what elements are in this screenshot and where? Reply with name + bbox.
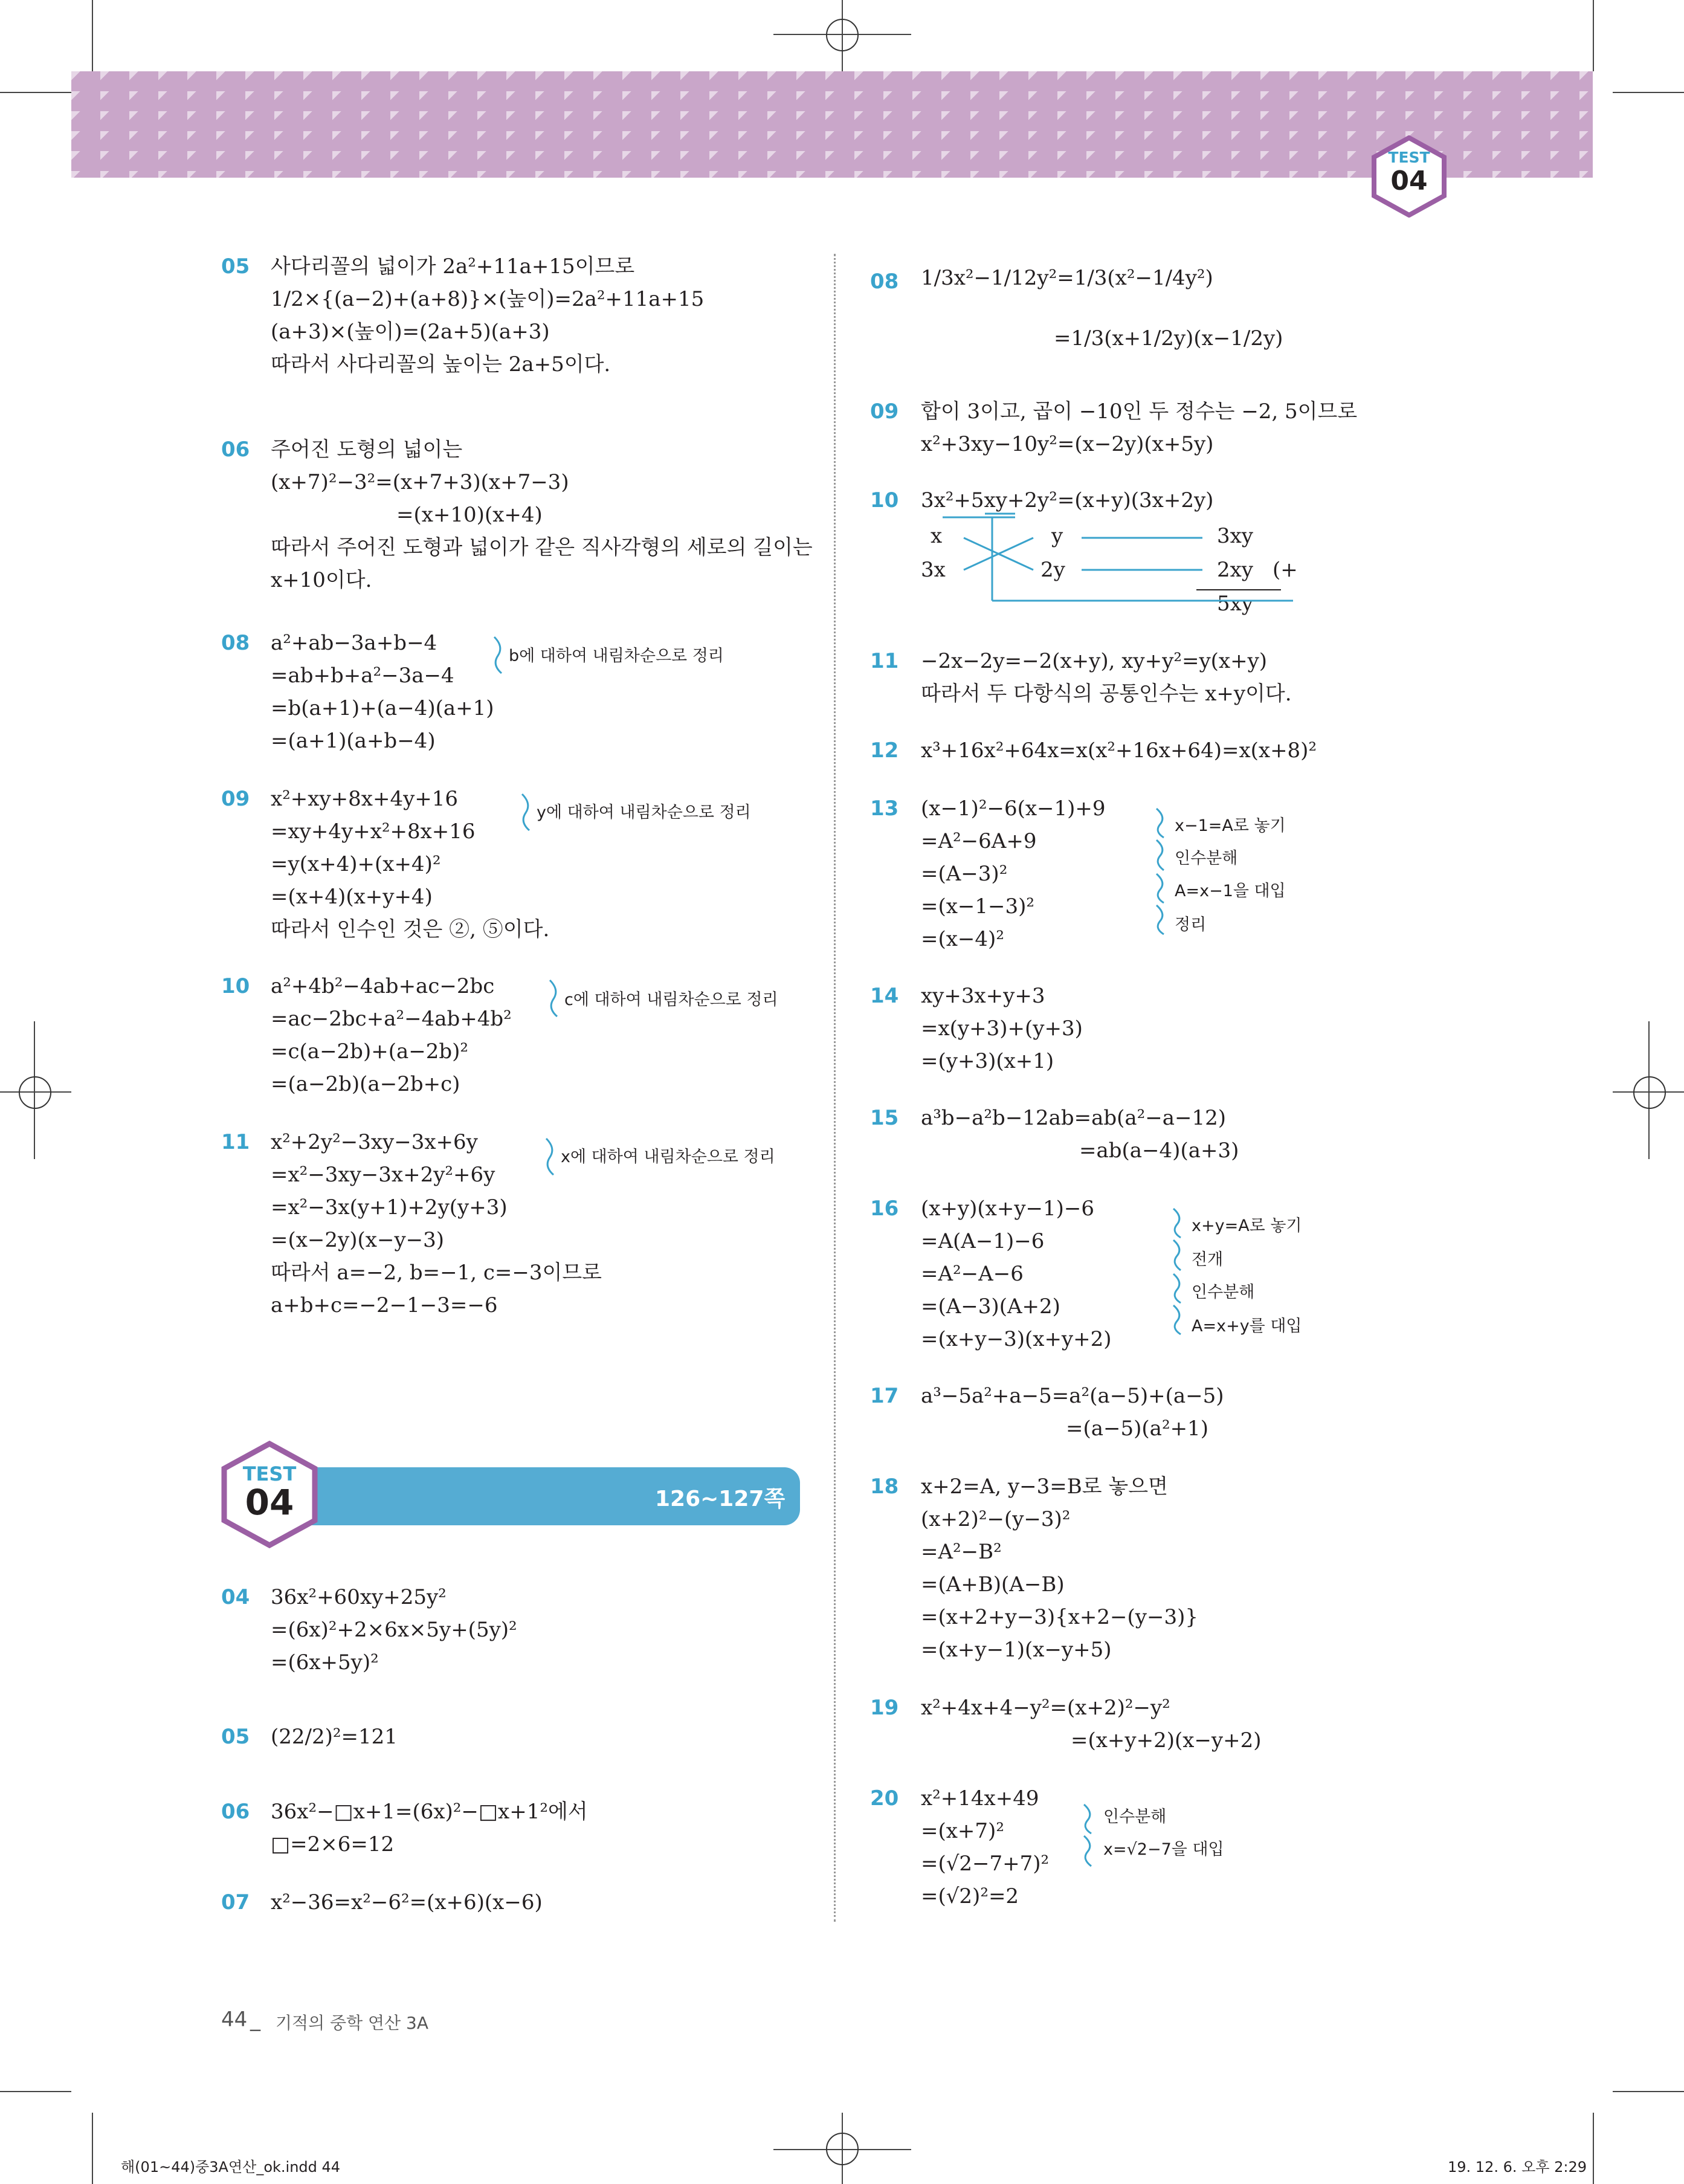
solution-line: a³b−a²b−12ab=ab(a²−a−12) [921, 1106, 1227, 1130]
header-banner [71, 71, 1593, 178]
solution-line: (x−1)²−6(x−1)+9 [921, 796, 1106, 821]
solution-line: =(x−4)² [921, 927, 1004, 951]
problem-number: 06 [221, 1800, 250, 1824]
solution-line: (a+3)×(높이)=(2a+5)(a+3) [271, 320, 550, 344]
annotation-brace-icon [1082, 1802, 1097, 1870]
annotation: 정리 [1175, 916, 1207, 934]
cross-method-diagram [906, 508, 1293, 610]
problem-number: 18 [870, 1475, 899, 1499]
solution-line: =A²−A−6 [921, 1262, 1024, 1286]
solution-line: =(6x+5y)² [271, 1650, 379, 1675]
problem-number: 05 [221, 1725, 250, 1749]
problem-number: 09 [870, 399, 899, 424]
solution-line: =x²−3x(y+1)+2y(y+3) [271, 1195, 508, 1220]
page-number: 44 [221, 2008, 248, 2032]
book-title: 기적의 중학 연산 3A [276, 2013, 429, 2033]
problem-number: 20 [870, 1786, 899, 1811]
solution-line: 합이 3이고, 곱이 −10인 두 정수는 −2, 5이므로 [921, 399, 1358, 424]
solution-05 [271, 250, 704, 381]
test-badge-section [221, 1441, 318, 1548]
annotation: 인수분해 [1175, 849, 1238, 868]
registration-mark-icon [1631, 1074, 1668, 1111]
solution-line: =ac−2bc+a²−4ab+4b² [271, 1007, 512, 1031]
annotation: b에 대하여 내림차순으로 정리 [509, 647, 724, 665]
annotation: x=√2−7을 대입 [1103, 1840, 1224, 1859]
annotation: 인수분해 [1103, 1808, 1167, 1826]
registration-mark-icon [17, 1074, 53, 1111]
problem-number: 16 [870, 1197, 899, 1221]
cross-method-term: 2xy [1217, 558, 1254, 582]
solution-r12: x³+16x²+64x=x(x²+16x+64)=x(x+8)² [921, 738, 1317, 763]
solution-line: x²+4x+4−y²=(x+2)²−y² [921, 1696, 1170, 1720]
badge-test-label: TEST [1388, 149, 1430, 166]
solution-line: 36x²+60xy+25y² [271, 1585, 447, 1609]
annotation-brace-icon [492, 635, 508, 677]
annotation: x에 대하여 내림차순으로 정리 [561, 1148, 775, 1166]
solution-line: 따라서 a=−2, b=−1, c=−3이므로 [271, 1261, 602, 1285]
solution-q07: x²−36=x²−6²=(x+6)(x−6) [271, 1890, 543, 1914]
problem-number: 15 [870, 1106, 899, 1130]
file-info: 해(01~44)중3A연산_ok.indd 44 [121, 2159, 341, 2176]
page-number-separator: _ [250, 2008, 260, 2032]
badge-test-number: 04 [245, 1482, 294, 1523]
crop-mark-line [92, 0, 93, 71]
annotation-brace-icon [1154, 806, 1170, 942]
solution-line: =x²−3xy−3x+2y²+6y [271, 1163, 495, 1187]
solution-r17 [921, 1380, 1224, 1445]
solution-line: □=2×6=12 [271, 1832, 395, 1856]
registration-mark-icon [824, 17, 860, 53]
annotation: x+y=A로 놓기 [1192, 1216, 1302, 1235]
crop-mark-line [1593, 2113, 1594, 2184]
annotation: A=x−1을 대입 [1175, 882, 1286, 900]
crop-mark-line [1613, 2091, 1684, 2092]
solution-r16 [921, 1192, 1112, 1355]
solution-line: =(A−3)² [921, 862, 1008, 886]
solution-line: =b(a+1)+(a−4)(a+1) [271, 696, 494, 720]
solution-line: x²+3xy−10y²=(x−2y)(x+5y) [921, 432, 1214, 456]
solution-r09 [921, 395, 1357, 460]
problem-number: 07 [221, 1890, 250, 1914]
problem-number: 13 [870, 796, 899, 821]
annotation: c에 대하여 내림차순으로 정리 [564, 990, 778, 1009]
solution-line: (x+7)²−3²=(x+7+3)(x+7−3) [271, 470, 569, 494]
solution-line: xy+3x+y+3 [921, 984, 1045, 1008]
solution-line: =(a+1)(a+b−4) [271, 729, 436, 753]
annotation: 인수분해 [1192, 1283, 1255, 1302]
problem-number: 14 [870, 984, 899, 1008]
solution-line: −2x−2y=−2(x+y), xy+y²=y(x+y) [921, 649, 1268, 673]
solution-line: =(A+B)(A−B) [921, 1572, 1065, 1597]
solution-line: (x+2)²−(y−3)² [921, 1507, 1071, 1531]
solution-line: =(y+3)(x+1) [921, 1049, 1054, 1073]
solution-r15 [921, 1102, 1239, 1167]
problem-number: 08 [221, 631, 250, 655]
cross-method-term: 2y [1040, 558, 1065, 582]
annotation: y에 대하여 내림차순으로 정리 [537, 803, 751, 822]
solution-r20 [921, 1782, 1049, 1913]
solution-line: 따라서 인수인 것은 ②, ⑤이다. [271, 917, 550, 942]
solution-line: =A(A−1)−6 [921, 1229, 1045, 1253]
solution-06 [271, 433, 813, 596]
solution-line: a³−5a²+a−5=a²(a−5)+(a−5) [921, 1384, 1224, 1408]
problem-number: 04 [221, 1585, 250, 1609]
solution-line: =(√2)²=2 [921, 1884, 1019, 1908]
cross-method-term: 3xy [1217, 524, 1254, 548]
solution-line: a²+ab−3a+b−4 [271, 631, 437, 655]
solution-line: =(x+y+2)(x−y+2) [1071, 1728, 1262, 1753]
annotation: x−1=A로 놓기 [1175, 816, 1286, 835]
badge-test-label: TEST [242, 1462, 297, 1485]
solution-line: =(x+10)(x+4) [396, 503, 543, 527]
date-info: 19. 12. 6. 오후 2:29 [1448, 2159, 1587, 2176]
solution-line: (x+y)(x+y−1)−6 [921, 1197, 1095, 1221]
solution-line: 따라서 주어진 도형과 넓이가 같은 직사각형의 세로의 길이는 [271, 535, 813, 560]
solution-line: x²+2y²−3xy−3x+6y [271, 1130, 478, 1154]
solution-line: 따라서 사다리꼴의 높이는 2a+5이다. [271, 352, 611, 376]
solution-line: =(a−5)(a²+1) [1066, 1417, 1208, 1441]
solution-line: =(x+y−3)(x+y+2) [921, 1327, 1112, 1351]
solution-line: 1/2×{(a−2)+(a+8)}×(높이)=2a²+11a+15 [271, 287, 705, 311]
registration-mark-icon [824, 2131, 860, 2167]
solution-r13 [921, 792, 1106, 955]
crop-mark-line [1593, 0, 1594, 71]
solution-line: x²+14x+49 [921, 1786, 1039, 1811]
cross-method-term: x [931, 524, 943, 548]
problem-number: 17 [870, 1384, 899, 1408]
badge-test-number: 04 [1390, 166, 1428, 196]
cross-method-term: y [1051, 524, 1063, 548]
problem-number: 06 [221, 438, 250, 462]
page-range-label: 126~127쪽 [655, 1487, 786, 1511]
solution-q06 [271, 1795, 588, 1861]
problem-number: 11 [870, 649, 899, 673]
annotation: A=x+y를 대입 [1192, 1317, 1302, 1336]
annotation: 전개 [1192, 1250, 1224, 1269]
annotation-brace-icon [547, 978, 563, 1020]
solution-line: =(x−1−3)² [921, 894, 1035, 919]
problem-number: 10 [870, 488, 899, 512]
solution-line: 주어진 도형의 넓이는 [271, 438, 463, 462]
solution-line: =x(y+3)+(y+3) [921, 1016, 1083, 1041]
solution-r18 [921, 1470, 1198, 1666]
problem-number: 11 [221, 1130, 250, 1154]
solution-line: =(x−2y)(x−y−3) [271, 1228, 445, 1252]
solution-line: =(x+2+y−3){x+2−(y−3)} [921, 1605, 1199, 1629]
solution-line: =ab(a−4)(a+3) [1079, 1139, 1239, 1163]
solution-line: x²+xy+8x+4y+16 [271, 787, 459, 811]
solution-q04 [271, 1581, 517, 1679]
solution-line: 1/3x²−1/12y²=1/3(x²−1/4y²) [921, 266, 1213, 290]
solution-line: =(6x)²+2×6x×5y+(5y)² [271, 1618, 517, 1642]
solution-line: 사다리꼴의 넓이가 2a²+11a+15이므로 [271, 254, 635, 279]
crop-mark-line [92, 2113, 93, 2184]
crop-mark-line [1613, 92, 1684, 93]
solution-08 [271, 627, 494, 757]
test-badge-header [1372, 135, 1447, 218]
annotation-brace-icon [1171, 1206, 1187, 1342]
solution-line: a+b+c=−2−1−3=−6 [271, 1293, 498, 1317]
solution-line: =c(a−2b)+(a−2b)² [271, 1039, 469, 1064]
problem-number: 09 [221, 787, 250, 811]
cross-method-term: 3x [921, 558, 946, 582]
solution-line: =A²−6A+9 [921, 829, 1037, 853]
solution-line: x+2=A, y−3=B로 놓으면 [921, 1475, 1168, 1499]
solution-line: =(x+y−1)(x−y+5) [921, 1638, 1112, 1662]
problem-number: 10 [221, 974, 250, 998]
solution-line: 36x²−□x+1=(6x)²−□x+1²에서 [271, 1800, 588, 1824]
solution-line: =A²−B² [921, 1540, 1002, 1564]
solution-line: 따라서 두 다항식의 공통인수는 x+y이다. [921, 682, 1292, 706]
solution-line: =(x+4)(x+y+4) [271, 885, 433, 909]
problem-number: 19 [870, 1696, 899, 1720]
solution-line: =1/3(x+1/2y)(x−1/2y) [1054, 326, 1283, 351]
solution-r19 [921, 1691, 1262, 1757]
solution-r08 [921, 248, 1283, 369]
column-divider [834, 254, 836, 1922]
solution-r11 [921, 645, 1292, 710]
solution-line: =ab+b+a²−3a−4 [271, 664, 454, 688]
solution-line: x+10이다. [271, 568, 372, 592]
solution-line: =xy+4y+x²+8x+16 [271, 819, 476, 844]
cross-method-term: (+ [1273, 558, 1298, 582]
solution-09 [271, 783, 549, 946]
annotation-brace-icon [544, 1136, 560, 1178]
solution-line: a²+4b²−4ab+ac−2bc [271, 974, 495, 998]
solution-line: =(A−3)(A+2) [921, 1294, 1060, 1319]
solution-q05: (22/2)²=121 [271, 1725, 398, 1749]
solution-line: =(x+7)² [921, 1819, 1004, 1843]
annotation-brace-icon [520, 792, 535, 834]
solution-line: =(√2−7+7)² [921, 1852, 1050, 1876]
solution-r14 [921, 980, 1083, 1077]
problem-number: 05 [221, 254, 250, 279]
solution-line: =(a−2b)(a−2b+c) [271, 1072, 460, 1096]
problem-number: 12 [870, 738, 899, 763]
crop-mark-line [0, 92, 71, 93]
cross-method-term: 5xy [1217, 592, 1254, 616]
solution-r10: 3x²+5xy+2y²=(x+y)(3x+2y) [921, 488, 1214, 512]
solution-line: =y(x+4)+(x+4)² [271, 852, 441, 876]
crop-mark-line [0, 2091, 71, 2092]
problem-number: 08 [870, 270, 899, 294]
solution-10 [271, 970, 512, 1100]
